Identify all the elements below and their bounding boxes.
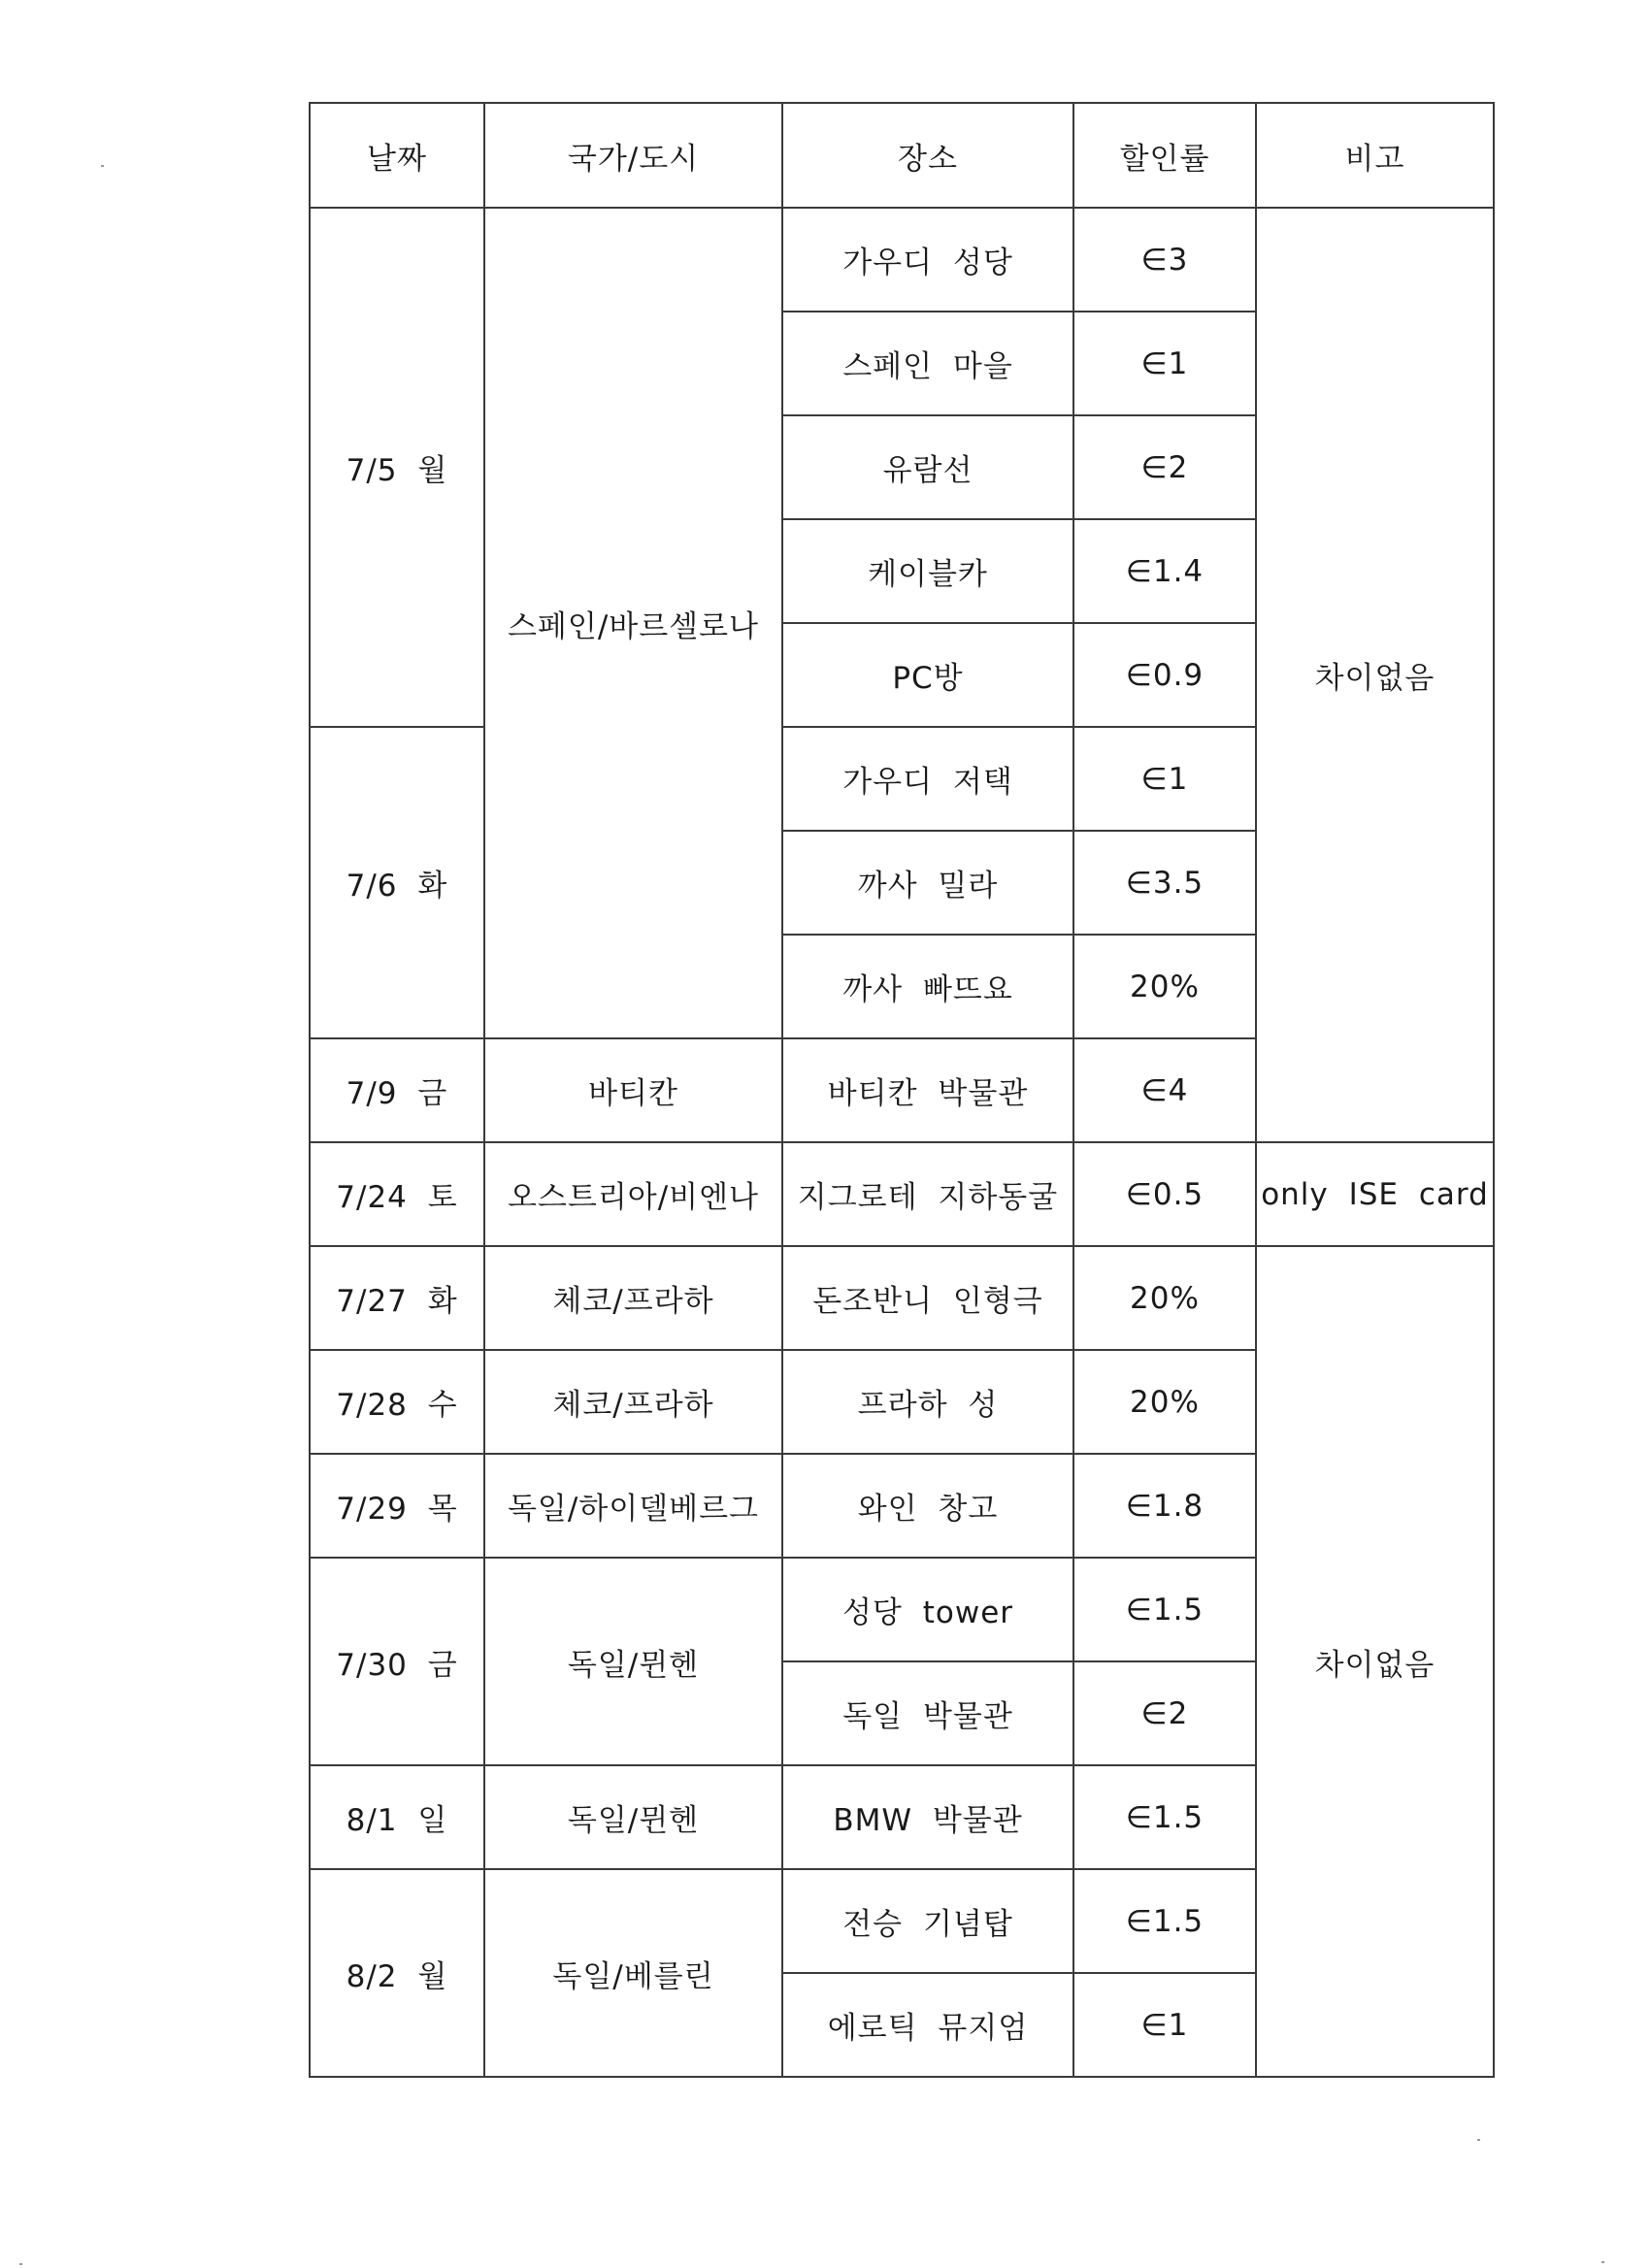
discount-cell: ∈1.5 xyxy=(1073,1765,1256,1869)
date-cell: 7/5 월 xyxy=(310,208,484,727)
scan-speck xyxy=(19,2263,22,2265)
place-cell: 프라하 성 xyxy=(782,1350,1073,1454)
discount-cell: 20% xyxy=(1073,935,1256,1038)
note-cell: 차이없음 xyxy=(1256,1246,1494,2077)
place-cell: 가우디 저택 xyxy=(782,727,1073,831)
place-cell: 케이블카 xyxy=(782,519,1073,623)
discount-cell: ∈1 xyxy=(1073,727,1256,831)
discount-cell: 20% xyxy=(1073,1246,1256,1350)
date-cell: 7/28 수 xyxy=(310,1350,484,1454)
header-country-city: 국가/도시 xyxy=(484,103,782,208)
note-cell: only ISE card xyxy=(1256,1142,1494,1246)
place-cell: 바티칸 박물관 xyxy=(782,1038,1073,1142)
header-note: 비고 xyxy=(1256,103,1494,208)
discount-cell: ∈2 xyxy=(1073,1661,1256,1765)
discount-cell: ∈3 xyxy=(1073,208,1256,312)
date-cell: 7/9 금 xyxy=(310,1038,484,1142)
discount-cell: ∈1 xyxy=(1073,312,1256,415)
country-city-cell: 독일/뮌헨 xyxy=(484,1765,782,1869)
country-city-cell: 독일/뮌헨 xyxy=(484,1558,782,1765)
country-city-cell: 독일/베를린 xyxy=(484,1869,782,2077)
discount-cell: ∈1.8 xyxy=(1073,1454,1256,1558)
discount-cell: ∈3.5 xyxy=(1073,831,1256,935)
place-cell: 와인 창고 xyxy=(782,1454,1073,1558)
place-cell: PC방 xyxy=(782,623,1073,727)
discount-cell: ∈1.5 xyxy=(1073,1558,1256,1661)
country-city-cell: 바티칸 xyxy=(484,1038,782,1142)
place-cell: 에로틱 뮤지엄 xyxy=(782,1973,1073,2077)
place-cell: 까사 빠뜨요 xyxy=(782,935,1073,1038)
discount-cell: ∈2 xyxy=(1073,415,1256,519)
country-city-cell: 오스트리아/비엔나 xyxy=(484,1142,782,1246)
discount-cell: ∈0.9 xyxy=(1073,623,1256,727)
place-cell: 성당 tower xyxy=(782,1558,1073,1661)
country-city-cell: 스페인/바르셀로나 xyxy=(484,208,782,1038)
discount-table xyxy=(309,102,1495,2078)
header-date: 날짜 xyxy=(310,103,484,208)
place-cell: 유람선 xyxy=(782,415,1073,519)
date-cell: 7/27 화 xyxy=(310,1246,484,1350)
country-city-cell: 체코/프라하 xyxy=(484,1350,782,1454)
table-row xyxy=(310,208,1494,312)
place-cell: 돈조반니 인형극 xyxy=(782,1246,1073,1350)
scan-speck xyxy=(1477,2139,1480,2141)
table-row xyxy=(310,1246,1494,1350)
place-cell: 지그로테 지하동굴 xyxy=(782,1142,1073,1246)
header-place: 장소 xyxy=(782,103,1073,208)
note-cell: 차이없음 xyxy=(1256,208,1494,1142)
date-cell: 8/2 월 xyxy=(310,1869,484,2077)
date-cell: 7/24 토 xyxy=(310,1142,484,1246)
header-discount: 할인률 xyxy=(1073,103,1256,208)
scan-speck xyxy=(101,165,104,167)
date-cell: 7/30 금 xyxy=(310,1558,484,1765)
place-cell: 까사 밀라 xyxy=(782,831,1073,935)
discount-cell: ∈1.5 xyxy=(1073,1869,1256,1973)
scan-speck xyxy=(1601,2261,1604,2263)
table-row xyxy=(310,1142,1494,1246)
discount-cell: ∈4 xyxy=(1073,1038,1256,1142)
place-cell: BMW 박물관 xyxy=(782,1765,1073,1869)
header-row xyxy=(310,103,1494,208)
place-cell: 스페인 마을 xyxy=(782,312,1073,415)
place-cell: 가우디 성당 xyxy=(782,208,1073,312)
country-city-cell: 독일/하이델베르그 xyxy=(484,1454,782,1558)
place-cell: 전승 기념탑 xyxy=(782,1869,1073,1973)
date-cell: 8/1 일 xyxy=(310,1765,484,1869)
discount-cell: ∈1 xyxy=(1073,1973,1256,2077)
discount-cell: 20% xyxy=(1073,1350,1256,1454)
date-cell: 7/29 목 xyxy=(310,1454,484,1558)
date-cell: 7/6 화 xyxy=(310,727,484,1038)
country-city-cell: 체코/프라하 xyxy=(484,1246,782,1350)
discount-cell: ∈0.5 xyxy=(1073,1142,1256,1246)
discount-cell: ∈1.4 xyxy=(1073,519,1256,623)
place-cell: 독일 박물관 xyxy=(782,1661,1073,1765)
